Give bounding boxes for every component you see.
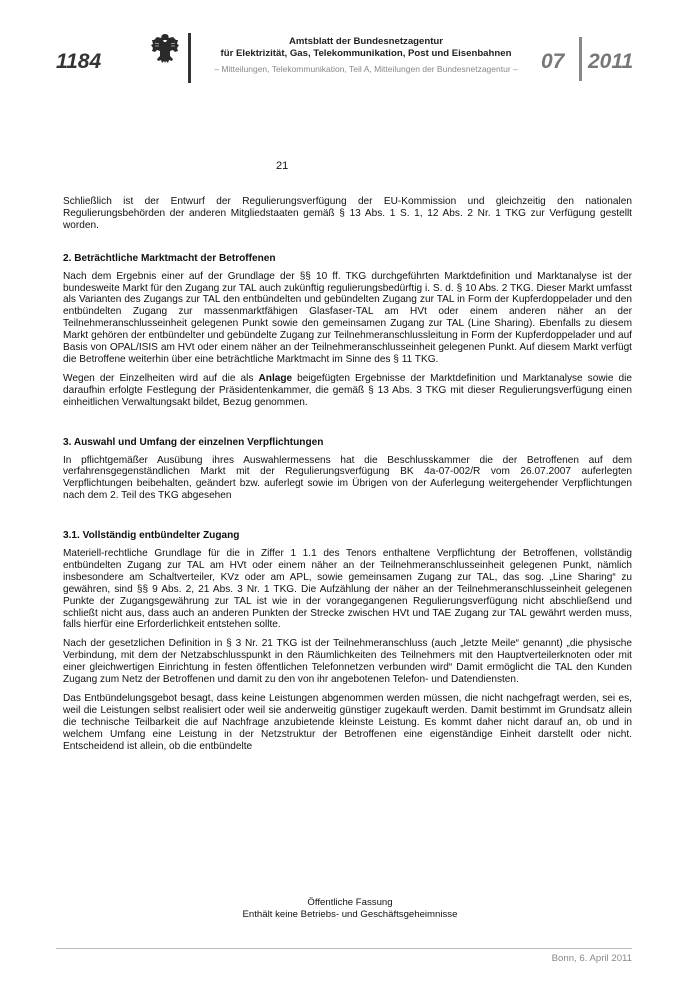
intro-paragraph: Schließlich ist der Entwurf der Regulierungsverfügung der EU-Kommission und gleichzeitig den nationalen Regulierungsbehörden der anderen Mitgliedstaaten gemäß § 13 Abs. 1 S. 1, 12 Abs. 2 Nr. 1 TKG zur Verfügung gestellt worden. xyxy=(63,196,632,231)
section-3-1-heading: 3.1. Vollständig entbündelter Zugang xyxy=(63,530,240,542)
spacer xyxy=(63,239,632,253)
section-2-paragraph-2-start: Wegen der Einzelheiten wird auf die als xyxy=(63,372,259,384)
section-2-paragraph-2 xyxy=(63,373,632,409)
document-body xyxy=(63,196,632,760)
journal-subtitle: – Mitteilungen, Telekommunikation, Teil A, Mitteilungen der Bundesnetzagentur – xyxy=(214,64,518,74)
footer-note xyxy=(150,897,550,920)
footer-note-line2: Enthält keine Betriebs- und Geschäftsgeheimnisse xyxy=(242,908,458,920)
document-page-number: 21 xyxy=(276,160,289,172)
journal-title xyxy=(196,36,536,59)
section-3-paragraph-1: In pflichtgemäßer Ausübung ihres Auswahlermessens hat die Beschlusskammer die der Betroffenen auf dem verfahrensgegenständlichen Markt mit der Regulierungsverfügung BK 4a-07-002/R vom 26.07.2007 auferlegten Verpflichtungen beibehalten, geändert bzw. auferlegt sowie im Übrigen von der Auferlegung weitergehender Verpflichtungen nach dem 2. Teil des TKG abgesehen xyxy=(63,454,632,502)
footer-note-line1: Öffentliche Fassung xyxy=(307,897,393,908)
footer-divider xyxy=(56,948,632,949)
issue-year: 2011 xyxy=(588,50,634,73)
publication-date: Bonn, 6. April 2011 xyxy=(551,953,632,964)
section-3-heading: 3. Auswahl und Umfang der einzelnen Verpflichtungen xyxy=(63,436,324,448)
issue-divider xyxy=(579,37,582,81)
section-3-1-paragraph-2: Nach der gesetzlichen Definition in § 3 Nr. 21 TKG ist der Teilnehmeranschluss (auch „letzte Meile“ genannt) „die physische Verbindung, mit dem der Netzabschlusspunkt in den Räumlichkeiten des Teilnehmers mit den Hauptverteilerknoten oder mit einer gleichwertigen Einrichtung in festen öffentlichen Telefonnetzen verbunden wird“ Damit ermöglicht die TAL den Kunden Zugang zum Netz der Betroffenen und damit zu den von ihr angebotenen Telefon- und Datendiensten. xyxy=(63,638,632,686)
section-2-paragraph-2-end: beigefügten Ergebnisse der Marktdefinition und Marktanalyse sowie die daraufhin erfolgte Festlegung der Präsidentenkammer, die gemäß § 13 Abs. 3 TKG mit dieser Regulierungsverfügung einen einheitlichen Verwaltungsakt bildet, Bezug genommen. xyxy=(63,372,632,408)
section-3-1-paragraph-3: Das Entbündelungsgebot besagt, dass keine Leistungen abgenommen werden müssen, die nicht nachgefragt werden, sei es, weil die Leistungen selbst realisiert oder weil sie anderweitig günstiger zugekauft werden. Damit bestimmt im Grundsatz allein die technische Teilbarkeit die auf Nachfrage anzubietende kleinste Leistung. Es kommt daher nicht darauf an, ob und in welchem Umfang eine Leistung in der Netzstruktur der Betroffenen eine eigenständige Einheit darstellt oder nicht. Entscheidend ist allein, ob die entbündelte xyxy=(63,693,632,752)
journal-page-number: 1184 xyxy=(56,50,102,73)
issue-number: 07 xyxy=(541,50,565,73)
section-2-heading: 2. Beträchtliche Marktmacht der Betroffenen xyxy=(63,252,276,264)
spacer xyxy=(63,509,632,530)
section-3-1-paragraph-1: Materiell-rechtliche Grundlage für die in Ziffer 1 1.1 des Tenors enthaltene Verpflichtung der Betroffenen, vollständig entbündelten Zugang zur TAL am HVt oder einem näher an der Teilnehmeranschlusseinheit gelegenen Punkt, nämlich insbesondere am Schaltverteiler, KVz oder am APL, sowie gemeinsamen Zugang zur TAL, das sog. „Line Sharing“ zu gewähren, sind §§ 9 Abs. 2, 21 Abs. 3 Nr. 1 TKG. Die Aufzählung der näher an der Teilnehmeranschlusseinheit gelegenen Punkte der Zugangsgewährung zur TAL ist wie in der vorangegangenen Regulierungsverfügung nicht abschließend und schließt nicht aus, dass auch an anderen Punkten der Strecke zwischen HVt und TAE Zugang zur TAL gewährt werden muss, falls hierfür eine Erforderlichkeit entstehen sollte. xyxy=(63,548,632,631)
federal-eagle-icon xyxy=(151,32,179,66)
spacer xyxy=(63,416,632,437)
section-2-paragraph-1: Nach dem Ergebnis einer auf der Grundlage der §§ 10 ff. TKG durchgeführten Marktdefinition und Marktanalyse ist der bundesweite Markt für den Zugang zur TAL auch zukünftig regulierungsbedürftig i. S. d. § 10 Abs. 2 TKG. Dieser Markt umfasst als Varianten des Zugangs zur TAL den entbündelten und gebündelten Zugang zur TAL in Form der Kupferdoppelader und den entbündelten Zugang zur massenmarktfähigen Glasfaser-TAL am HVt oder einem anderen näher an der Teilnehmeranschlusseinheit gelegenen Punkt sowie den gemeinsamen Zugang zur TAL (Line Sharing). Ebenfalls zu diesem Markt gehören der entbündelter und gebündelte Zugang zur Teilnehmeranschlussleitung in Form der Kupferdoppelader und auf Basis von OPAL/ISIS am HVt oder einem näher an der Teilnehmeranschlusseinheit gelegenen Punkt. Auf diesem Markt verfügt die Betroffene weiterhin über eine beträchtliche Marktmacht im Sinne des § 11 TKG. xyxy=(63,270,632,365)
annex-reference: Anlage xyxy=(258,372,293,384)
journal-title-line2: für Elektrizität, Gas, Telekommunikation, Post und Eisenbahnen xyxy=(220,47,512,59)
journal-title-line1: Amtsblatt der Bundesnetzagentur xyxy=(288,36,444,47)
header-divider xyxy=(188,33,191,83)
